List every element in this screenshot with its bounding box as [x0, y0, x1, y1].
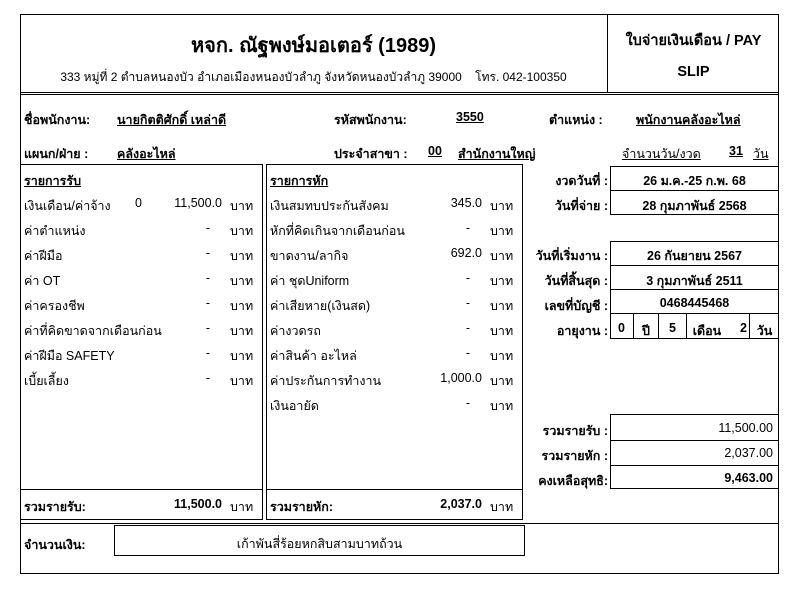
dept-label: แผนก/ฝ่าย :: [24, 147, 89, 161]
deduction-label: เงินสมทบประกันสังคม: [270, 199, 389, 213]
income-amount: -: [205, 246, 210, 260]
deduction-total-unit: บาท: [490, 500, 514, 514]
deduction-label: หักที่คิดเกินจากเดือนก่อน: [270, 224, 405, 238]
deduction-unit: บาท: [490, 324, 514, 338]
deduction-amount: 345.0: [450, 196, 482, 210]
employee-code: 3550: [456, 110, 484, 124]
income-panel: [20, 164, 263, 520]
tenure-months: 5: [669, 321, 676, 335]
account-value: 0468445468: [659, 296, 730, 310]
deduction-unit: บาท: [490, 249, 514, 263]
deduction-label: เงินอายัด: [270, 399, 319, 413]
tenure-label: อายุงาน :: [556, 324, 608, 338]
income-amount: 11,500.0: [174, 196, 222, 210]
deduction-header: รายการหัก: [270, 174, 329, 188]
summary-income-value: 11,500.00: [718, 421, 773, 435]
income-unit: บาท: [230, 349, 254, 363]
deduction-label: ค่าประกันการทำงาน: [270, 374, 382, 388]
income-total-unit: บาท: [230, 500, 254, 514]
income-amount: -: [205, 371, 210, 385]
branch-label: ประจำสาขา :: [334, 147, 408, 161]
employee-name: นายกิตติศักดิ์ เหล่าดี: [117, 113, 227, 127]
deduction-amount: -: [465, 221, 470, 235]
days-unit: วัน: [753, 147, 769, 161]
words-top-line: [20, 523, 779, 524]
income-unit: บาท: [230, 324, 254, 338]
income-label: ค่าที่คิดขาดจากเดือนก่อน: [24, 324, 162, 338]
company-name: หจก. ณัฐพงษ์มอเตอร์ (1989): [191, 35, 436, 57]
days-label: จำนวนวัน/งวด: [622, 147, 701, 161]
deduction-unit: บาท: [490, 399, 514, 413]
income-unit: บาท: [230, 299, 254, 313]
deduction-amount: -: [465, 321, 470, 335]
income-label: ค่าครองชีพ: [24, 299, 85, 313]
period-label: งวดวันที่ :: [555, 174, 608, 188]
deduction-total-line: [266, 489, 523, 490]
start-label: วันที่เริ่มงาน :: [535, 249, 608, 263]
days-value: 31: [729, 144, 743, 158]
deduction-unit: บาท: [490, 199, 514, 213]
income-label: ค่าตำแหน่ง: [24, 224, 86, 238]
deduction-total-value: 2,037.0: [440, 497, 482, 511]
deduction-total-label: รวมรายหัก:: [270, 500, 334, 514]
income-qty: 0: [135, 196, 142, 210]
income-unit: บาท: [230, 199, 254, 213]
header-divider: [607, 14, 608, 93]
paydate-value: 28 กุมภาพันธ์ 2568: [642, 199, 747, 213]
income-unit: บาท: [230, 274, 254, 288]
summary-income-label: รวมรายรับ :: [542, 424, 608, 438]
deduction-amount: -: [465, 346, 470, 360]
employee-dept: คลังอะไหล่: [117, 147, 176, 161]
income-amount: -: [205, 321, 210, 335]
income-total-line: [20, 489, 263, 490]
income-total-label: รวมรายรับ:: [24, 500, 86, 514]
income-amount: -: [205, 221, 210, 235]
paydate-label: วันที่จ่าย :: [554, 199, 608, 213]
branch-code: 00: [428, 144, 442, 158]
account-label: เลขที่บัญชี :: [544, 299, 608, 313]
deduction-amount: -: [465, 296, 470, 310]
deduction-label: ค่างวดรถ: [270, 324, 321, 338]
summary-deduct-value: 2,037.00: [724, 446, 773, 460]
income-unit: บาท: [230, 374, 254, 388]
income-label: เบี้ยเลี้ยง: [24, 374, 69, 388]
deduction-label: ค่าสินค้า อะไหล่: [270, 349, 357, 363]
tenure-years: 0: [618, 321, 625, 335]
deduction-panel: [266, 164, 523, 520]
income-header: รายการรับ: [24, 174, 82, 188]
deduction-label: ค่าเสียหาย(เงินสด): [270, 299, 371, 313]
doc-title-line2: SLIP: [677, 64, 710, 80]
name-label: ชื่อพนักงาน:: [24, 113, 91, 127]
income-label: ค่าฝีมือ SAFETY: [24, 349, 115, 363]
company-address: [20, 68, 607, 87]
summary-deduct-label: รวมรายหัก :: [541, 449, 608, 463]
deduction-amount: -: [465, 396, 470, 410]
deduction-unit: บาท: [490, 274, 514, 288]
deduction-unit: บาท: [490, 224, 514, 238]
branch-name: สำนักงานใหญ่: [458, 147, 536, 161]
tenure-months-unit: เดือน: [692, 324, 722, 338]
amount-words-label: จำนวนเงิน:: [24, 538, 86, 552]
start-value: 26 กันยายน 2567: [647, 249, 742, 263]
phone-text: โทร. 042-100350: [475, 70, 567, 84]
income-amount: -: [205, 296, 210, 310]
header-bottom-line: [20, 92, 779, 93]
tenure-days-unit: วัน: [756, 324, 773, 338]
deduction-amount: -: [465, 271, 470, 285]
end-value: 3 กุมภาพันธ์ 2511: [646, 274, 743, 288]
employee-position: พนักงานคลังอะไหล่: [636, 113, 741, 127]
summary-net-label: คงเหลือสุทธิ:: [538, 474, 608, 488]
income-unit: บาท: [230, 249, 254, 263]
header-second-line: [20, 94, 779, 95]
deduction-unit: บาท: [490, 299, 514, 313]
code-label: รหัสพนักงาน:: [334, 113, 407, 127]
income-label: ค่า OT: [24, 274, 61, 288]
income-label: เงินเดือน/ค่าจ้าง: [24, 199, 111, 213]
deduction-label: ขาดงาน/ลากิจ: [270, 249, 349, 263]
income-total-value: 11,500.0: [174, 497, 222, 511]
income-amount: -: [205, 271, 210, 285]
amount-words-value: เก้าพันสี่ร้อยหกสิบสามบาทถ้วน: [236, 537, 403, 551]
tenure-days: 2: [740, 321, 747, 335]
deduction-amount: 1,000.0: [440, 371, 482, 385]
tenure-years-unit: ปี: [642, 324, 650, 338]
summary-net-value: 9,463.00: [724, 471, 773, 485]
deduction-unit: บาท: [490, 349, 514, 363]
deduction-amount: 692.0: [450, 246, 482, 260]
income-unit: บาท: [230, 224, 254, 238]
position-label: ตำแหน่ง :: [549, 113, 603, 127]
doc-title-line1: ใบจ่ายเงินเดือน / PAY: [625, 33, 762, 49]
period-value: 26 ม.ค.-25 ก.พ. 68: [643, 174, 746, 188]
end-label: วันที่สิ้นสุด :: [544, 274, 608, 288]
deduction-label: ค่า ชุดUniform: [270, 274, 350, 288]
address-text: 333 หมู่ที่ 2 ตำบลหนองบัว อำเภอเมืองหนองบัวลำภู จังหวัดหนองบัวลำภู 39000: [60, 70, 462, 84]
deduction-unit: บาท: [490, 374, 514, 388]
income-label: ค่าฝีมือ: [24, 249, 63, 263]
income-amount: -: [205, 346, 210, 360]
